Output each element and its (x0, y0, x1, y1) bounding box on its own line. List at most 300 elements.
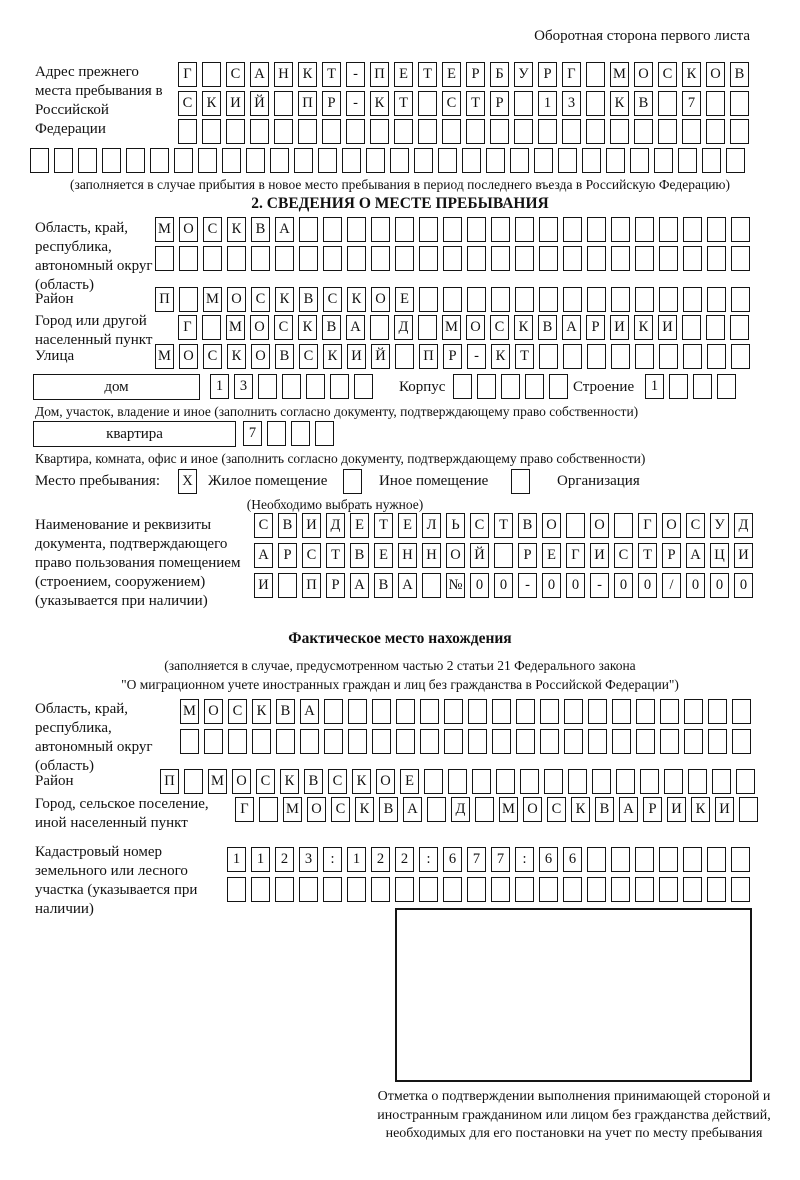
char-cell[interactable]: - (518, 573, 537, 598)
char-cell[interactable] (683, 847, 702, 872)
char-cell[interactable]: С (203, 217, 222, 242)
char-cell[interactable]: М (180, 699, 199, 724)
char-cell[interactable]: В (538, 315, 557, 340)
char-cell[interactable]: П (419, 344, 438, 369)
char-cell[interactable] (707, 877, 726, 902)
char-cell[interactable] (443, 287, 462, 312)
char-cell[interactable] (198, 148, 217, 173)
char-cell[interactable] (420, 699, 439, 724)
char-cell[interactable]: Т (515, 344, 534, 369)
char-cell[interactable] (563, 344, 582, 369)
char-cell[interactable]: К (347, 287, 366, 312)
char-cell[interactable]: С (178, 91, 197, 116)
char-cell[interactable] (586, 119, 605, 144)
char-cell[interactable] (491, 246, 510, 271)
char-cell[interactable]: А (250, 62, 269, 87)
char-cell[interactable] (275, 877, 294, 902)
char-cell[interactable] (539, 246, 558, 271)
char-cell[interactable] (539, 217, 558, 242)
char-cell[interactable] (732, 699, 751, 724)
char-cell[interactable] (448, 769, 467, 794)
char-cell[interactable] (635, 877, 654, 902)
char-cell[interactable] (150, 148, 169, 173)
char-cell[interactable]: Ц (710, 543, 729, 568)
char-cell[interactable]: П (155, 287, 174, 312)
char-cell[interactable] (342, 148, 361, 173)
char-cell[interactable]: 0 (638, 573, 657, 598)
char-cell[interactable] (179, 287, 198, 312)
char-cell[interactable]: К (275, 287, 294, 312)
char-cell[interactable]: М (155, 217, 174, 242)
char-cell[interactable]: Д (451, 797, 470, 822)
char-cell[interactable]: 7 (682, 91, 701, 116)
char-cell[interactable]: - (590, 573, 609, 598)
char-cell[interactable] (443, 217, 462, 242)
char-cell[interactable] (706, 315, 725, 340)
char-cell[interactable] (282, 374, 301, 399)
char-cell[interactable]: 7 (491, 847, 510, 872)
char-cell[interactable]: С (256, 769, 275, 794)
char-cell[interactable] (688, 769, 707, 794)
char-cell[interactable]: Е (442, 62, 461, 87)
char-cell[interactable] (323, 217, 342, 242)
char-cell[interactable] (564, 729, 583, 754)
char-cell[interactable]: М (283, 797, 302, 822)
char-cell[interactable]: С (228, 699, 247, 724)
char-cell[interactable]: О (204, 699, 223, 724)
char-cell[interactable]: С (331, 797, 350, 822)
char-cell[interactable] (427, 797, 446, 822)
char-cell[interactable]: О (371, 287, 390, 312)
char-cell[interactable] (616, 769, 635, 794)
char-cell[interactable] (726, 148, 745, 173)
char-cell[interactable] (564, 699, 583, 724)
char-cell[interactable] (707, 217, 726, 242)
char-cell[interactable]: О (250, 315, 269, 340)
char-cell[interactable]: Р (518, 543, 537, 568)
char-cell[interactable] (258, 374, 277, 399)
char-cell[interactable] (496, 769, 515, 794)
char-cell[interactable] (467, 246, 486, 271)
char-cell[interactable] (346, 119, 365, 144)
char-cell[interactable]: 3 (562, 91, 581, 116)
char-cell[interactable] (739, 797, 758, 822)
char-cell[interactable] (707, 344, 726, 369)
char-cell[interactable] (491, 217, 510, 242)
char-cell[interactable]: И (347, 344, 366, 369)
char-cell[interactable]: - (346, 91, 365, 116)
char-cell[interactable] (612, 699, 631, 724)
char-cell[interactable] (563, 287, 582, 312)
char-cell[interactable]: В (322, 315, 341, 340)
char-cell[interactable]: Р (490, 91, 509, 116)
char-cell[interactable] (246, 148, 265, 173)
char-cell[interactable]: И (658, 315, 677, 340)
char-cell[interactable] (179, 246, 198, 271)
char-cell[interactable]: К (323, 344, 342, 369)
char-cell[interactable] (418, 119, 437, 144)
char-cell[interactable] (294, 148, 313, 173)
char-cell[interactable] (180, 729, 199, 754)
char-cell[interactable]: П (370, 62, 389, 87)
char-cell[interactable] (468, 729, 487, 754)
char-cell[interactable]: С (470, 513, 489, 538)
char-cell[interactable] (442, 119, 461, 144)
char-cell[interactable] (549, 374, 568, 399)
char-cell[interactable] (468, 699, 487, 724)
char-cell[interactable] (539, 344, 558, 369)
char-cell[interactable] (443, 246, 462, 271)
char-cell[interactable] (78, 148, 97, 173)
char-cell[interactable] (251, 246, 270, 271)
char-cell[interactable] (538, 119, 557, 144)
char-cell[interactable] (453, 374, 472, 399)
char-cell[interactable] (443, 877, 462, 902)
char-cell[interactable] (250, 119, 269, 144)
char-cell[interactable]: Е (542, 543, 561, 568)
char-cell[interactable] (370, 315, 389, 340)
char-cell[interactable] (299, 877, 318, 902)
char-cell[interactable]: С (251, 287, 270, 312)
char-cell[interactable] (444, 699, 463, 724)
char-cell[interactable]: Т (322, 62, 341, 87)
char-cell[interactable] (708, 729, 727, 754)
char-cell[interactable]: О (232, 769, 251, 794)
char-cell[interactable] (472, 769, 491, 794)
char-cell[interactable]: Г (178, 315, 197, 340)
char-cell[interactable] (635, 847, 654, 872)
char-cell[interactable] (587, 217, 606, 242)
char-cell[interactable]: : (323, 847, 342, 872)
char-cell[interactable]: 0 (542, 573, 561, 598)
char-cell[interactable]: 0 (494, 573, 513, 598)
char-cell[interactable] (420, 729, 439, 754)
char-cell[interactable] (318, 148, 337, 173)
char-cell[interactable]: 7 (243, 421, 262, 446)
char-cell[interactable] (587, 344, 606, 369)
char-cell[interactable] (270, 148, 289, 173)
char-cell[interactable]: Н (398, 543, 417, 568)
char-cell[interactable]: 0 (686, 573, 705, 598)
char-cell[interactable] (511, 469, 530, 494)
char-cell[interactable] (693, 374, 712, 399)
char-cell[interactable]: О (179, 344, 198, 369)
char-cell[interactable]: К (298, 315, 317, 340)
char-cell[interactable] (566, 513, 585, 538)
char-cell[interactable]: О (251, 344, 270, 369)
char-cell[interactable] (267, 421, 286, 446)
char-cell[interactable] (731, 877, 750, 902)
char-cell[interactable]: 6 (443, 847, 462, 872)
char-cell[interactable] (706, 91, 725, 116)
char-cell[interactable] (466, 119, 485, 144)
char-cell[interactable] (635, 217, 654, 242)
char-cell[interactable] (635, 246, 654, 271)
char-cell[interactable]: О (446, 543, 465, 568)
char-cell[interactable] (323, 246, 342, 271)
char-cell[interactable] (348, 699, 367, 724)
char-cell[interactable] (178, 119, 197, 144)
char-cell[interactable] (659, 246, 678, 271)
char-cell[interactable] (732, 729, 751, 754)
char-cell[interactable]: О (706, 62, 725, 87)
char-cell[interactable]: О (590, 513, 609, 538)
char-cell[interactable]: Т (374, 513, 393, 538)
char-cell[interactable]: Р (326, 573, 345, 598)
char-cell[interactable]: С (274, 315, 293, 340)
char-cell[interactable]: К (610, 91, 629, 116)
char-cell[interactable]: Г (638, 513, 657, 538)
char-cell[interactable]: А (398, 573, 417, 598)
char-cell[interactable] (252, 729, 271, 754)
char-cell[interactable] (684, 729, 703, 754)
char-cell[interactable]: К (227, 217, 246, 242)
char-cell[interactable] (347, 246, 366, 271)
char-cell[interactable] (514, 91, 533, 116)
char-cell[interactable] (659, 344, 678, 369)
char-cell[interactable]: К (227, 344, 246, 369)
char-cell[interactable] (366, 148, 385, 173)
char-cell[interactable] (660, 699, 679, 724)
char-cell[interactable] (300, 729, 319, 754)
char-cell[interactable] (516, 729, 535, 754)
char-cell[interactable]: М (226, 315, 245, 340)
char-cell[interactable]: И (667, 797, 686, 822)
char-cell[interactable]: К (352, 769, 371, 794)
char-cell[interactable]: С (686, 513, 705, 538)
char-cell[interactable]: А (300, 699, 319, 724)
char-cell[interactable] (226, 119, 245, 144)
char-cell[interactable]: 1 (227, 847, 246, 872)
char-cell[interactable] (730, 315, 749, 340)
char-cell[interactable] (259, 797, 278, 822)
char-cell[interactable] (730, 91, 749, 116)
char-cell[interactable] (354, 374, 373, 399)
char-cell[interactable] (494, 543, 513, 568)
char-cell[interactable] (419, 246, 438, 271)
char-cell[interactable] (654, 148, 673, 173)
char-cell[interactable]: В (634, 91, 653, 116)
char-cell[interactable] (683, 217, 702, 242)
char-cell[interactable] (588, 699, 607, 724)
char-cell[interactable]: К (298, 62, 317, 87)
char-cell[interactable]: О (227, 287, 246, 312)
char-cell[interactable]: Д (734, 513, 753, 538)
char-cell[interactable] (658, 119, 677, 144)
char-cell[interactable] (204, 729, 223, 754)
char-cell[interactable] (418, 91, 437, 116)
char-cell[interactable]: К (202, 91, 221, 116)
char-cell[interactable] (659, 217, 678, 242)
char-cell[interactable] (520, 769, 539, 794)
char-cell[interactable]: В (374, 573, 393, 598)
char-cell[interactable]: 3 (234, 374, 253, 399)
char-cell[interactable] (611, 344, 630, 369)
char-cell[interactable] (636, 729, 655, 754)
char-cell[interactable] (610, 119, 629, 144)
char-cell[interactable] (515, 246, 534, 271)
char-cell[interactable] (323, 877, 342, 902)
char-cell[interactable]: М (203, 287, 222, 312)
char-cell[interactable]: Ь (446, 513, 465, 538)
char-cell[interactable] (731, 246, 750, 271)
char-cell[interactable]: 0 (734, 573, 753, 598)
char-cell[interactable] (396, 699, 415, 724)
char-cell[interactable]: К (682, 62, 701, 87)
char-cell[interactable] (611, 287, 630, 312)
char-cell[interactable] (419, 287, 438, 312)
char-cell[interactable]: В (278, 513, 297, 538)
char-cell[interactable]: П (302, 573, 321, 598)
char-cell[interactable]: В (518, 513, 537, 538)
char-cell[interactable] (640, 769, 659, 794)
char-cell[interactable] (395, 344, 414, 369)
char-cell[interactable]: В (299, 287, 318, 312)
char-cell[interactable]: 0 (566, 573, 585, 598)
char-cell[interactable]: У (710, 513, 729, 538)
char-cell[interactable]: С (302, 543, 321, 568)
char-cell[interactable]: С (442, 91, 461, 116)
char-cell[interactable] (396, 729, 415, 754)
char-cell[interactable] (717, 374, 736, 399)
char-cell[interactable] (315, 421, 334, 446)
char-cell[interactable] (558, 148, 577, 173)
char-cell[interactable]: / (662, 573, 681, 598)
char-cell[interactable] (324, 729, 343, 754)
char-cell[interactable] (291, 421, 310, 446)
char-cell[interactable] (731, 847, 750, 872)
char-cell[interactable]: М (208, 769, 227, 794)
char-cell[interactable]: У (514, 62, 533, 87)
char-cell[interactable] (659, 287, 678, 312)
char-cell[interactable] (587, 847, 606, 872)
char-cell[interactable]: О (542, 513, 561, 538)
char-cell[interactable]: Е (400, 769, 419, 794)
char-cell[interactable]: Р (443, 344, 462, 369)
char-cell[interactable] (592, 769, 611, 794)
char-cell[interactable] (299, 246, 318, 271)
char-cell[interactable]: Р (538, 62, 557, 87)
char-cell[interactable] (586, 91, 605, 116)
char-cell[interactable]: М (499, 797, 518, 822)
char-cell[interactable]: Р (466, 62, 485, 87)
char-cell[interactable] (274, 91, 293, 116)
char-cell[interactable] (491, 287, 510, 312)
char-cell[interactable]: 0 (710, 573, 729, 598)
char-cell[interactable]: Т (494, 513, 513, 538)
char-cell[interactable]: 0 (614, 573, 633, 598)
char-cell[interactable]: Р (322, 91, 341, 116)
char-cell[interactable]: П (298, 91, 317, 116)
char-cell[interactable] (659, 847, 678, 872)
char-cell[interactable] (702, 148, 721, 173)
char-cell[interactable] (636, 699, 655, 724)
char-cell[interactable] (708, 699, 727, 724)
char-cell[interactable] (683, 344, 702, 369)
char-cell[interactable]: В (251, 217, 270, 242)
char-cell[interactable]: Е (394, 62, 413, 87)
char-cell[interactable]: С (203, 344, 222, 369)
char-cell[interactable]: 2 (275, 847, 294, 872)
char-cell[interactable]: К (491, 344, 510, 369)
char-cell[interactable]: К (370, 91, 389, 116)
char-cell[interactable]: Р (662, 543, 681, 568)
char-cell[interactable] (276, 729, 295, 754)
char-cell[interactable] (534, 148, 553, 173)
char-cell[interactable] (322, 119, 341, 144)
char-cell[interactable]: М (155, 344, 174, 369)
char-cell[interactable]: Е (374, 543, 393, 568)
char-cell[interactable] (477, 374, 496, 399)
char-cell[interactable] (30, 148, 49, 173)
char-cell[interactable] (395, 246, 414, 271)
char-cell[interactable]: И (610, 315, 629, 340)
char-cell[interactable]: - (346, 62, 365, 87)
char-cell[interactable] (525, 374, 544, 399)
char-cell[interactable] (588, 729, 607, 754)
char-cell[interactable]: В (276, 699, 295, 724)
char-cell[interactable] (438, 148, 457, 173)
char-cell[interactable]: К (571, 797, 590, 822)
char-cell[interactable]: 0 (470, 573, 489, 598)
char-cell[interactable] (736, 769, 755, 794)
char-cell[interactable]: К (280, 769, 299, 794)
char-cell[interactable]: Е (395, 287, 414, 312)
char-cell[interactable]: Й (470, 543, 489, 568)
char-cell[interactable] (347, 877, 366, 902)
char-cell[interactable] (587, 287, 606, 312)
char-cell[interactable] (274, 119, 293, 144)
char-cell[interactable] (126, 148, 145, 173)
char-cell[interactable]: 7 (467, 847, 486, 872)
char-cell[interactable] (611, 847, 630, 872)
char-cell[interactable] (306, 374, 325, 399)
char-cell[interactable]: Д (326, 513, 345, 538)
char-cell[interactable] (731, 287, 750, 312)
char-cell[interactable] (372, 699, 391, 724)
char-cell[interactable] (540, 699, 559, 724)
char-cell[interactable] (683, 287, 702, 312)
char-cell[interactable] (486, 148, 505, 173)
char-cell[interactable]: Р (278, 543, 297, 568)
char-cell[interactable] (658, 91, 677, 116)
char-cell[interactable] (678, 148, 697, 173)
char-cell[interactable]: Д (394, 315, 413, 340)
char-cell[interactable] (475, 797, 494, 822)
char-cell[interactable] (614, 513, 633, 538)
char-cell[interactable]: К (691, 797, 710, 822)
char-cell[interactable]: И (302, 513, 321, 538)
char-cell[interactable]: № (446, 573, 465, 598)
char-cell[interactable] (343, 469, 362, 494)
char-cell[interactable] (347, 217, 366, 242)
char-cell[interactable] (539, 287, 558, 312)
char-cell[interactable] (707, 847, 726, 872)
char-cell[interactable]: А (254, 543, 273, 568)
char-cell[interactable] (515, 287, 534, 312)
char-cell[interactable] (682, 315, 701, 340)
char-cell[interactable]: И (254, 573, 273, 598)
char-cell[interactable] (370, 119, 389, 144)
char-cell[interactable] (444, 729, 463, 754)
char-cell[interactable] (54, 148, 73, 173)
char-cell[interactable]: Й (371, 344, 390, 369)
char-cell[interactable] (419, 217, 438, 242)
char-cell[interactable] (251, 877, 270, 902)
char-cell[interactable] (298, 119, 317, 144)
char-cell[interactable] (684, 699, 703, 724)
char-cell[interactable]: Н (274, 62, 293, 87)
